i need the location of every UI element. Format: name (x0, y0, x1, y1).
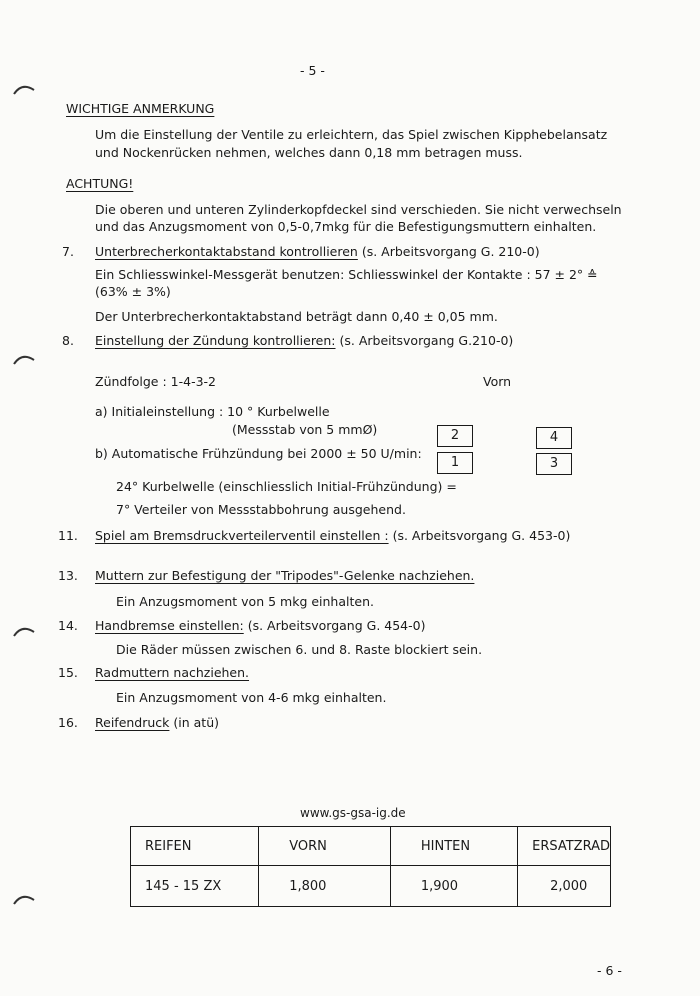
note-line: Um die Einstellung der Ventile zu erleichtern, das Spiel zwischen Kipphebelansatz (95, 127, 608, 142)
punch-hole-mark (12, 624, 36, 638)
item-title: Handbremse einstellen: (95, 618, 244, 633)
item-title: Spiel am Bremsdruckverteilerventil einstellen : (95, 528, 389, 543)
item-heading-row (95, 715, 219, 731)
item-body: Der Unterbrecherkontaktabstand beträgt dann 0,40 ± 0,05 mm. (95, 309, 498, 324)
item-body: (Messstab von 5 mmØ) (232, 422, 378, 437)
item-body: (63% ± 3%) (95, 284, 171, 299)
table-cell: 2,000 (518, 866, 611, 907)
item-number: 16. (58, 715, 78, 730)
item-title: Einstellung der Zündung kontrollieren: (95, 333, 336, 348)
note-heading: WICHTIGE ANMERKUNG (66, 101, 215, 116)
item-body: Ein Schliesswinkel-Messgerät benutzen: Schliesswinkel der Kontakte : 57 ± 2° ≙ (95, 267, 598, 282)
item-title: Unterbrecherkontaktabstand kontrollieren (95, 244, 358, 259)
item-body: Ein Anzugsmoment von 4-6 mkg einhalten. (116, 690, 387, 705)
note-line: und Nockenrücken nehmen, welches dann 0,18 mm betragen muss. (95, 145, 523, 160)
table-header-cell: REIFEN (131, 827, 259, 866)
item-ref: (in atü) (173, 715, 220, 730)
item-body: 7° Verteiler von Messstabbohrung ausgehend. (116, 502, 406, 517)
item-number: 8. (62, 333, 74, 348)
item-number: 11. (58, 528, 78, 543)
table-cell: 145 - 15 ZX (131, 866, 259, 907)
item-ref: (s. Arbeitsvorgang G. 210-0) (361, 244, 540, 259)
item-title: Radmuttern nachziehen. (95, 665, 250, 680)
cylinder-box: 1 (437, 452, 473, 474)
item-number: 15. (58, 665, 78, 680)
table-header-cell: VORN (259, 827, 391, 866)
item-number: 13. (58, 568, 78, 583)
table-cell: 1,900 (390, 866, 517, 907)
table-header-cell: ERSATZRAD (518, 827, 611, 866)
item-title: Reifendruck (95, 715, 170, 730)
item-body: b) Automatische Frühzündung bei 2000 ± 50 U/min: (95, 446, 422, 461)
item-body: Die Räder müssen zwischen 6. und 8. Raste blockiert sein. (116, 642, 483, 657)
item-body: Ein Anzugsmoment von 5 mkg einhalten. (116, 594, 374, 609)
page-number-bottom: - 6 - (597, 963, 622, 978)
website-label: www.gs-gsa-ig.de (300, 806, 406, 820)
firing-order: Zündfolge : 1-4-3-2 (95, 374, 216, 389)
item-body: 24° Kurbelwelle (einschliesslich Initial-Frühzündung) = (116, 479, 457, 494)
item-heading-row (95, 528, 570, 544)
warning-line: Die oberen und unteren Zylinderkopfdeckel sind verschieden. Sie nicht verwechseln (95, 202, 622, 217)
warning-line: und das Anzugsmoment von 0,5-0,7mkg für die Befestigungsmuttern einhalten. (95, 219, 597, 234)
item-body: a) Initialeinstellung : 10 ° Kurbelwelle (95, 404, 330, 419)
item-title: Muttern zur Befestigung der "Tripodes"-Gelenke nachziehen. (95, 568, 475, 583)
item-number: 14. (58, 618, 78, 633)
item-heading-row (95, 333, 513, 349)
item-ref: (s. Arbeitsvorgang G. 454-0) (247, 618, 426, 633)
item-ref: (s. Arbeitsvorgang G. 453-0) (392, 528, 571, 543)
cylinder-box: 3 (536, 453, 572, 475)
cylinder-box: 2 (437, 425, 473, 447)
page-number-top: - 5 - (300, 63, 325, 78)
table-header-row (131, 827, 611, 866)
warning-heading: ACHTUNG! (66, 176, 134, 191)
punch-hole-mark (12, 352, 36, 366)
front-label: Vorn (483, 374, 512, 389)
table-header-cell: HINTEN (390, 827, 517, 866)
item-number: 7. (62, 244, 74, 259)
table-cell: 1,800 (259, 866, 391, 907)
cylinder-box: 4 (536, 427, 572, 449)
item-ref: (s. Arbeitsvorgang G.210-0) (339, 333, 514, 348)
table-row (131, 866, 611, 907)
tire-pressure-table (130, 826, 611, 907)
item-heading-row (95, 244, 540, 260)
item-heading-row (95, 618, 425, 634)
punch-hole-mark (12, 892, 36, 906)
punch-hole-mark (12, 82, 36, 96)
